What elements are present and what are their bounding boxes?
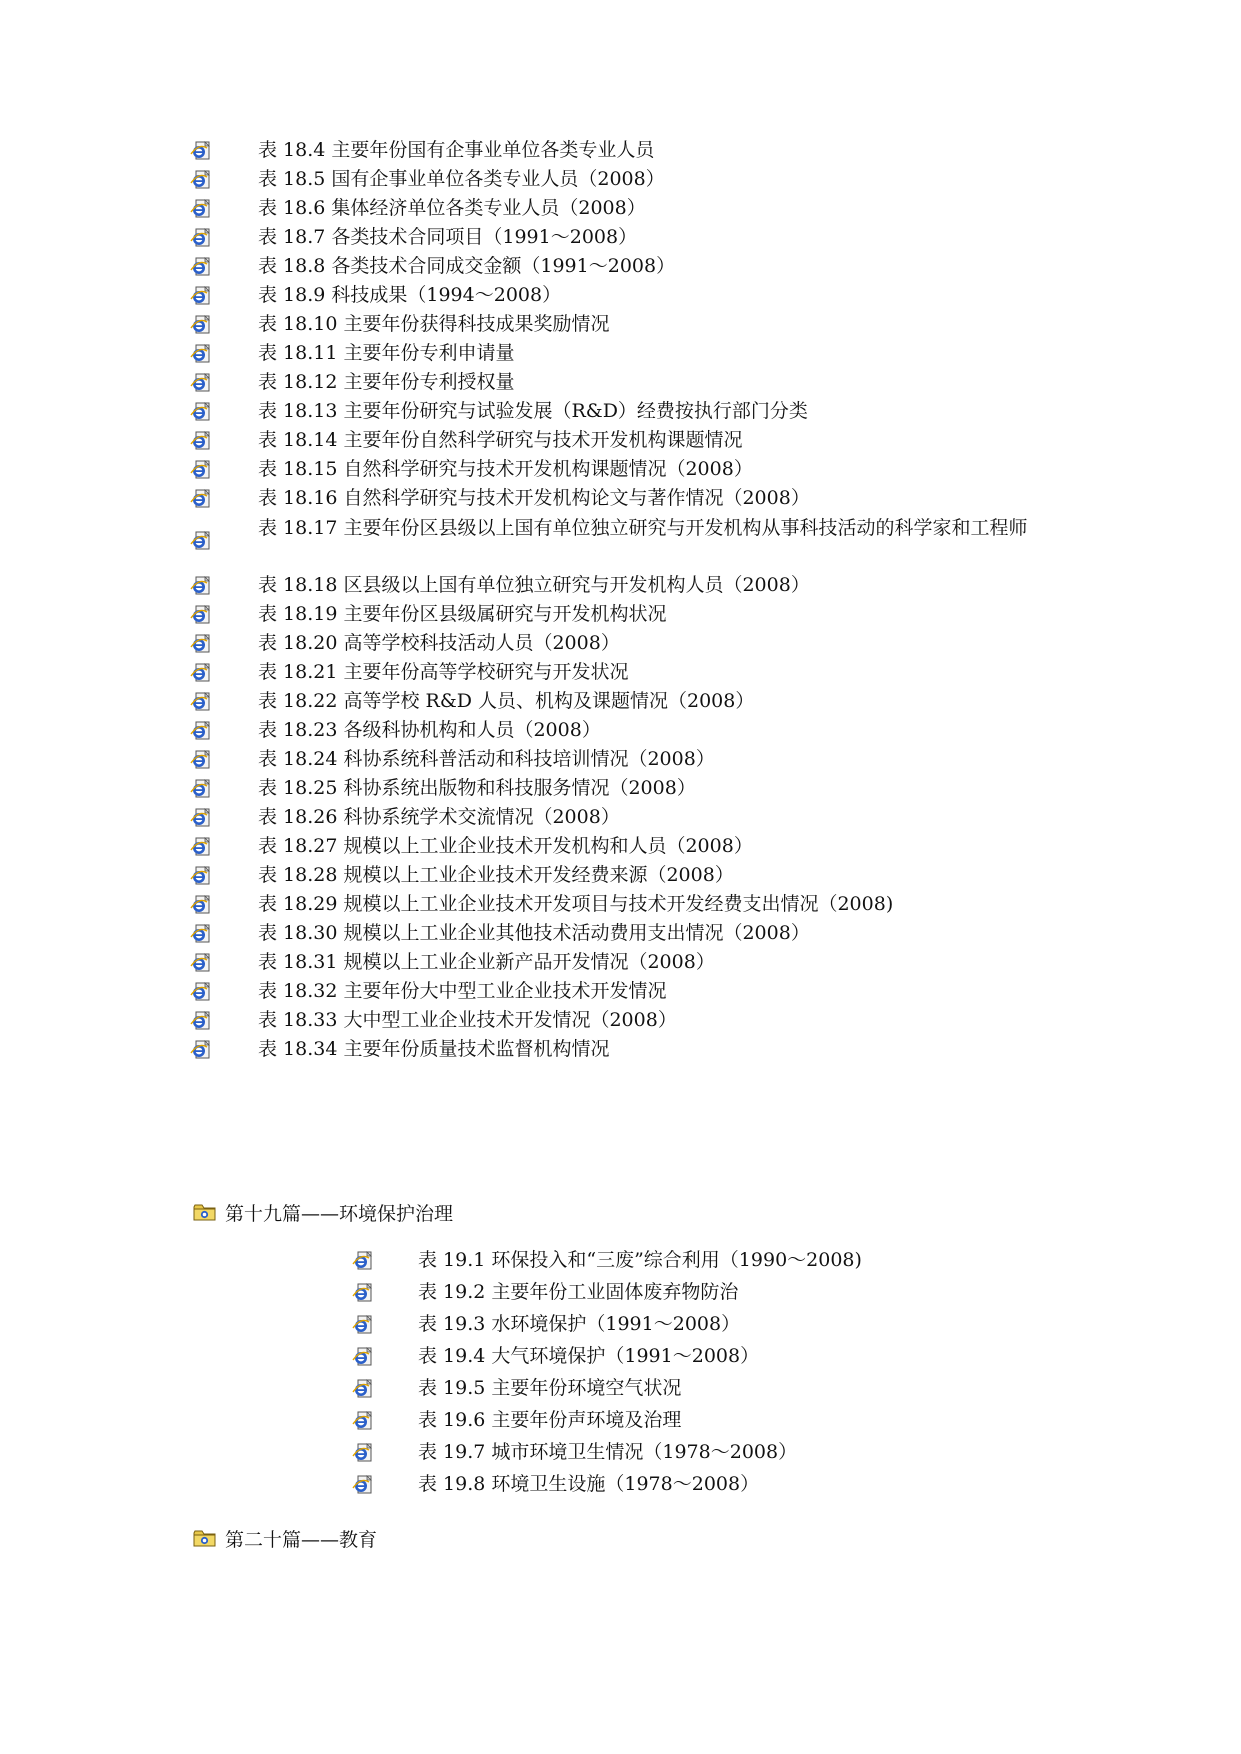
list-item[interactable]: 表 18.7 各类技术合同项目（1991～2008） <box>190 224 1070 253</box>
list-item[interactable]: 表 18.15 自然科学研究与技术开发机构课题情况（2008） <box>190 456 1070 485</box>
ie-document-icon <box>352 1315 376 1335</box>
ie-document-icon <box>352 1251 376 1271</box>
ie-document-icon <box>190 953 214 973</box>
ie-document-icon <box>190 141 214 161</box>
list-item[interactable]: 表 18.31 规模以上工业企业新产品开发情况（2008） <box>190 949 1070 978</box>
ie-document-icon <box>190 373 214 393</box>
list-item[interactable]: 表 18.10 主要年份获得科技成果奖励情况 <box>190 311 1070 340</box>
ie-document-icon <box>190 866 214 886</box>
ie-document-icon <box>190 489 214 509</box>
folder-icon <box>193 1528 217 1548</box>
ie-document-icon <box>352 1411 376 1431</box>
ie-document-icon <box>190 808 214 828</box>
ie-document-icon <box>190 692 214 712</box>
list-item[interactable]: 表 18.33 大中型工业企业技术开发情况（2008） <box>190 1007 1070 1036</box>
list-item[interactable]: 表 18.27 规模以上工业企业技术开发机构和人员（2008） <box>190 833 1070 862</box>
ie-document-icon <box>190 460 214 480</box>
list-item[interactable]: 表 19.3 水环境保护（1991～2008） <box>352 1311 1052 1343</box>
list-item[interactable]: 表 18.12 主要年份专利授权量 <box>190 369 1070 398</box>
ie-document-icon <box>190 576 214 596</box>
list-item[interactable]: 表 18.4 主要年份国有企事业单位各类专业人员 <box>190 137 1070 166</box>
list-item[interactable]: 表 18.22 高等学校 R&D 人员、机构及课题情况（2008） <box>190 688 1070 717</box>
ie-document-icon <box>190 228 214 248</box>
list-item[interactable]: 表 18.23 各级科协机构和人员（2008） <box>190 717 1070 746</box>
list-item[interactable]: 表 18.26 科协系统学术交流情况（2008） <box>190 804 1070 833</box>
list-item[interactable]: 表 18.21 主要年份高等学校研究与开发状况 <box>190 659 1070 688</box>
list-item[interactable]: 表 18.9 科技成果（1994～2008） <box>190 282 1070 311</box>
list-item[interactable]: 表 18.19 主要年份区县级属研究与开发机构状况 <box>190 601 1070 630</box>
ie-document-icon <box>190 531 214 551</box>
ie-document-icon <box>190 721 214 741</box>
list-item[interactable]: 表 18.34 主要年份质量技术监督机构情况 <box>190 1036 1070 1065</box>
ie-document-icon <box>190 199 214 219</box>
ie-document-icon <box>190 1040 214 1060</box>
ie-document-icon <box>190 605 214 625</box>
list-item[interactable]: 表 18.8 各类技术合同成交金额（1991～2008） <box>190 253 1070 282</box>
list-item[interactable]: 表 19.8 环境卫生设施（1978～2008） <box>352 1471 1052 1503</box>
ie-document-icon <box>190 895 214 915</box>
ie-document-icon <box>352 1379 376 1399</box>
ie-document-icon <box>190 344 214 364</box>
list-item[interactable]: 表 18.18 区县级以上国有单位独立研究与开发机构人员（2008） <box>190 572 1070 601</box>
folder-icon <box>193 1202 217 1222</box>
section-title: 第十九篇——环境保护治理 <box>225 1203 454 1225</box>
list-item[interactable]: 表 18.20 高等学校科技活动人员（2008） <box>190 630 1070 659</box>
list-item[interactable]: 表 19.6 主要年份声环境及治理 <box>352 1407 1052 1439</box>
list-item[interactable]: 表 18.13 主要年份研究与试验发展（R&D）经费按执行部门分类 <box>190 398 1070 427</box>
ie-document-icon <box>190 1011 214 1031</box>
ie-document-icon <box>190 779 214 799</box>
list-item[interactable]: 表 19.2 主要年份工业固体废弃物防治 <box>352 1279 1052 1311</box>
ie-document-icon <box>352 1283 376 1303</box>
list-item[interactable]: 表 18.30 规模以上工业企业其他技术活动费用支出情况（2008） <box>190 920 1070 949</box>
list-item[interactable]: 表 18.25 科协系统出版物和科技服务情况（2008） <box>190 775 1070 804</box>
ie-document-icon <box>190 402 214 422</box>
list-item[interactable]: 表 18.11 主要年份专利申请量 <box>190 340 1070 369</box>
section-title: 第二十篇——教育 <box>225 1529 378 1551</box>
ie-document-icon <box>352 1443 376 1463</box>
list-item[interactable]: 表 19.7 城市环境卫生情况（1978～2008） <box>352 1439 1052 1471</box>
section-19-list <box>352 1247 1052 1503</box>
ie-document-icon <box>190 431 214 451</box>
list-item[interactable]: 表 18.16 自然科学研究与技术开发机构论文与著作情况（2008） <box>190 485 1070 514</box>
list-item[interactable]: 表 18.6 集体经济单位各类专业人员（2008） <box>190 195 1070 224</box>
ie-document-icon <box>190 170 214 190</box>
ie-document-icon <box>352 1475 376 1495</box>
ie-document-icon <box>352 1347 376 1367</box>
ie-document-icon <box>190 924 214 944</box>
list-item[interactable]: 表 19.5 主要年份环境空气状况 <box>352 1375 1052 1407</box>
section-18-list <box>190 137 1070 1065</box>
list-item[interactable]: 表 18.29 规模以上工业企业技术开发项目与技术开发经费支出情况（2008) <box>190 891 1070 920</box>
ie-document-icon <box>190 257 214 277</box>
list-item[interactable]: 表 18.32 主要年份大中型工业企业技术开发情况 <box>190 978 1070 1007</box>
list-item[interactable]: 表 19.4 大气环境保护（1991～2008） <box>352 1343 1052 1375</box>
list-item[interactable]: 表 18.5 国有企事业单位各类专业人员（2008） <box>190 166 1070 195</box>
ie-document-icon <box>190 982 214 1002</box>
ie-document-icon <box>190 750 214 770</box>
ie-document-icon <box>190 286 214 306</box>
list-item[interactable]: 表 18.28 规模以上工业企业技术开发经费来源（2008） <box>190 862 1070 891</box>
ie-document-icon <box>190 663 214 683</box>
list-item[interactable]: 表 19.1 环保投入和“三废”综合利用（1990～2008) <box>352 1247 1052 1279</box>
list-item[interactable]: 表 18.24 科协系统科普活动和科技培训情况（2008） <box>190 746 1070 775</box>
ie-document-icon <box>190 837 214 857</box>
list-item[interactable]: 表 18.17 主要年份区县级以上国有单位独立研究与开发机构从事科技活动的科学家和工程师 <box>190 514 1070 572</box>
ie-document-icon <box>190 315 214 335</box>
list-item[interactable]: 表 18.14 主要年份自然科学研究与技术开发机构课题情况 <box>190 427 1070 456</box>
ie-document-icon <box>190 634 214 654</box>
